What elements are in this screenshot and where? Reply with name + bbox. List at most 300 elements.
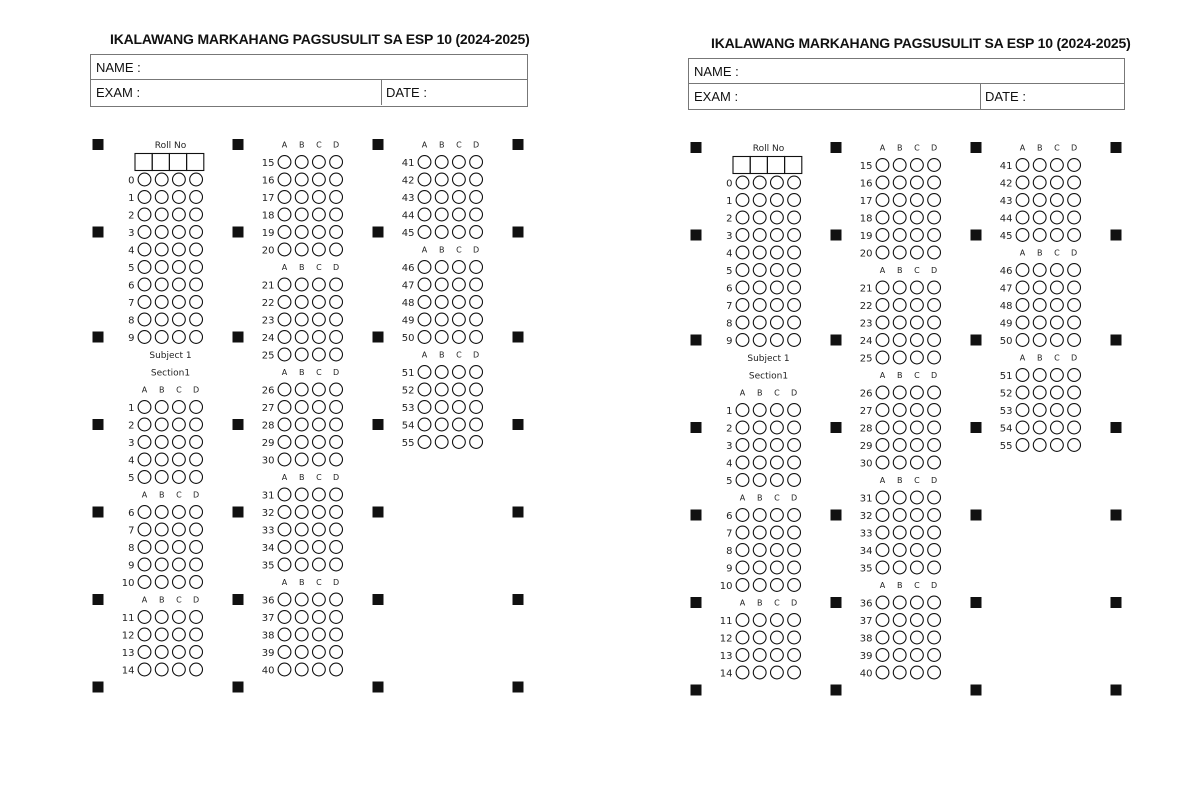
answer-bubble[interactable]	[788, 439, 801, 452]
answer-bubble[interactable]	[155, 663, 168, 676]
answer-bubble[interactable]	[771, 614, 784, 627]
answer-bubble[interactable]	[330, 331, 343, 344]
answer-bubble[interactable]	[893, 544, 906, 557]
answer-bubble[interactable]	[190, 243, 203, 256]
answer-bubble[interactable]	[190, 576, 203, 589]
answer-bubble[interactable]	[911, 404, 924, 417]
answer-bubble[interactable]	[173, 453, 186, 466]
answer-bubble[interactable]	[278, 191, 291, 204]
answer-bubble[interactable]	[736, 299, 749, 312]
answer-bubble[interactable]	[418, 331, 431, 344]
answer-bubble[interactable]	[155, 628, 168, 641]
answer-bubble[interactable]	[330, 348, 343, 361]
answer-bubble[interactable]	[278, 348, 291, 361]
answer-bubble[interactable]	[753, 264, 766, 277]
answer-bubble[interactable]	[278, 558, 291, 571]
answer-bubble[interactable]	[435, 418, 448, 431]
answer-bubble[interactable]	[173, 576, 186, 589]
answer-bubble[interactable]	[330, 401, 343, 414]
answer-bubble[interactable]	[753, 631, 766, 644]
answer-bubble[interactable]	[893, 614, 906, 627]
answer-bubble[interactable]	[155, 436, 168, 449]
answer-bubble[interactable]	[788, 229, 801, 242]
answer-bubble[interactable]	[1051, 334, 1064, 347]
answer-bubble[interactable]	[788, 281, 801, 294]
answer-bubble[interactable]	[313, 208, 326, 221]
answer-bubble[interactable]	[1016, 194, 1029, 207]
answer-bubble[interactable]	[295, 541, 308, 554]
answer-bubble[interactable]	[190, 418, 203, 431]
answer-bubble[interactable]	[1033, 299, 1046, 312]
answer-bubble[interactable]	[190, 646, 203, 659]
answer-bubble[interactable]	[893, 421, 906, 434]
answer-bubble[interactable]	[753, 649, 766, 662]
answer-bubble[interactable]	[330, 173, 343, 186]
answer-bubble[interactable]	[138, 471, 151, 484]
answer-bubble[interactable]	[453, 313, 466, 326]
answer-bubble[interactable]	[736, 666, 749, 679]
answer-bubble[interactable]	[173, 611, 186, 624]
answer-bubble[interactable]	[313, 173, 326, 186]
answer-bubble[interactable]	[1051, 386, 1064, 399]
answer-bubble[interactable]	[278, 611, 291, 624]
answer-bubble[interactable]	[1051, 159, 1064, 172]
answer-bubble[interactable]	[876, 544, 889, 557]
answer-bubble[interactable]	[470, 191, 483, 204]
answer-bubble[interactable]	[753, 211, 766, 224]
answer-bubble[interactable]	[295, 278, 308, 291]
answer-bubble[interactable]	[1016, 299, 1029, 312]
answer-bubble[interactable]	[313, 243, 326, 256]
answer-bubble[interactable]	[278, 226, 291, 239]
answer-bubble[interactable]	[278, 383, 291, 396]
answer-bubble[interactable]	[876, 316, 889, 329]
answer-bubble[interactable]	[435, 208, 448, 221]
answer-bubble[interactable]	[1051, 439, 1064, 452]
answer-bubble[interactable]	[313, 313, 326, 326]
answer-bubble[interactable]	[278, 313, 291, 326]
answer-bubble[interactable]	[435, 191, 448, 204]
answer-bubble[interactable]	[876, 246, 889, 259]
answer-bubble[interactable]	[295, 628, 308, 641]
answer-bubble[interactable]	[736, 474, 749, 487]
answer-bubble[interactable]	[155, 173, 168, 186]
answer-bubble[interactable]	[155, 506, 168, 519]
answer-bubble[interactable]	[313, 383, 326, 396]
answer-bubble[interactable]	[911, 386, 924, 399]
answer-bubble[interactable]	[470, 208, 483, 221]
answer-bubble[interactable]	[771, 631, 784, 644]
answer-bubble[interactable]	[893, 456, 906, 469]
answer-bubble[interactable]	[1051, 229, 1064, 242]
answer-bubble[interactable]	[155, 576, 168, 589]
answer-bubble[interactable]	[876, 194, 889, 207]
answer-bubble[interactable]	[313, 611, 326, 624]
answer-bubble[interactable]	[190, 541, 203, 554]
answer-bubble[interactable]	[736, 281, 749, 294]
answer-bubble[interactable]	[771, 439, 784, 452]
answer-bubble[interactable]	[470, 226, 483, 239]
answer-bubble[interactable]	[911, 281, 924, 294]
answer-bubble[interactable]	[911, 316, 924, 329]
answer-bubble[interactable]	[278, 541, 291, 554]
answer-bubble[interactable]	[330, 506, 343, 519]
answer-bubble[interactable]	[173, 628, 186, 641]
answer-bubble[interactable]	[155, 331, 168, 344]
answer-bubble[interactable]	[771, 264, 784, 277]
answer-bubble[interactable]	[138, 453, 151, 466]
answer-bubble[interactable]	[173, 418, 186, 431]
answer-bubble[interactable]	[736, 211, 749, 224]
answer-bubble[interactable]	[155, 191, 168, 204]
answer-bubble[interactable]	[788, 194, 801, 207]
answer-bubble[interactable]	[190, 453, 203, 466]
answer-bubble[interactable]	[435, 296, 448, 309]
answer-bubble[interactable]	[295, 401, 308, 414]
answer-bubble[interactable]	[928, 614, 941, 627]
answer-bubble[interactable]	[1068, 194, 1081, 207]
answer-bubble[interactable]	[788, 246, 801, 259]
answer-bubble[interactable]	[788, 614, 801, 627]
answer-bubble[interactable]	[330, 208, 343, 221]
answer-bubble[interactable]	[173, 401, 186, 414]
answer-bubble[interactable]	[736, 176, 749, 189]
answer-bubble[interactable]	[1051, 316, 1064, 329]
answer-bubble[interactable]	[313, 488, 326, 501]
answer-bubble[interactable]	[928, 456, 941, 469]
answer-bubble[interactable]	[435, 331, 448, 344]
answer-bubble[interactable]	[173, 191, 186, 204]
answer-bubble[interactable]	[788, 211, 801, 224]
answer-bubble[interactable]	[295, 558, 308, 571]
answer-bubble[interactable]	[911, 456, 924, 469]
answer-bubble[interactable]	[736, 316, 749, 329]
answer-bubble[interactable]	[190, 208, 203, 221]
answer-bubble[interactable]	[736, 631, 749, 644]
answer-bubble[interactable]	[788, 316, 801, 329]
answer-bubble[interactable]	[330, 418, 343, 431]
answer-bubble[interactable]	[295, 348, 308, 361]
answer-bubble[interactable]	[788, 579, 801, 592]
answer-bubble[interactable]	[788, 544, 801, 557]
answer-bubble[interactable]	[911, 299, 924, 312]
answer-bubble[interactable]	[1033, 159, 1046, 172]
answer-bubble[interactable]	[771, 246, 784, 259]
answer-bubble[interactable]	[330, 488, 343, 501]
answer-bubble[interactable]	[330, 436, 343, 449]
answer-bubble[interactable]	[418, 173, 431, 186]
answer-bubble[interactable]	[1068, 421, 1081, 434]
answer-bubble[interactable]	[190, 278, 203, 291]
answer-bubble[interactable]	[736, 456, 749, 469]
answer-bubble[interactable]	[1051, 404, 1064, 417]
answer-bubble[interactable]	[911, 526, 924, 539]
answer-bubble[interactable]	[1068, 386, 1081, 399]
answer-bubble[interactable]	[173, 523, 186, 536]
answer-bubble[interactable]	[418, 156, 431, 169]
answer-bubble[interactable]	[190, 558, 203, 571]
answer-bubble[interactable]	[278, 296, 291, 309]
answer-bubble[interactable]	[788, 666, 801, 679]
answer-bubble[interactable]	[1068, 176, 1081, 189]
answer-bubble[interactable]	[190, 628, 203, 641]
answer-bubble[interactable]	[911, 666, 924, 679]
answer-bubble[interactable]	[753, 316, 766, 329]
answer-bubble[interactable]	[876, 491, 889, 504]
answer-bubble[interactable]	[771, 299, 784, 312]
answer-bubble[interactable]	[1068, 299, 1081, 312]
answer-bubble[interactable]	[876, 631, 889, 644]
answer-bubble[interactable]	[771, 509, 784, 522]
answer-bubble[interactable]	[313, 401, 326, 414]
answer-bubble[interactable]	[435, 401, 448, 414]
answer-bubble[interactable]	[470, 401, 483, 414]
answer-bubble[interactable]	[788, 631, 801, 644]
answer-bubble[interactable]	[313, 296, 326, 309]
answer-bubble[interactable]	[418, 278, 431, 291]
answer-bubble[interactable]	[911, 631, 924, 644]
answer-bubble[interactable]	[138, 278, 151, 291]
answer-bubble[interactable]	[173, 313, 186, 326]
answer-bubble[interactable]	[1033, 404, 1046, 417]
answer-bubble[interactable]	[911, 491, 924, 504]
answer-bubble[interactable]	[453, 436, 466, 449]
answer-bubble[interactable]	[453, 383, 466, 396]
answer-bubble[interactable]	[138, 436, 151, 449]
answer-bubble[interactable]	[928, 176, 941, 189]
answer-bubble[interactable]	[753, 666, 766, 679]
answer-bubble[interactable]	[313, 541, 326, 554]
answer-bubble[interactable]	[911, 561, 924, 574]
answer-bubble[interactable]	[1016, 369, 1029, 382]
answer-bubble[interactable]	[911, 211, 924, 224]
answer-bubble[interactable]	[173, 331, 186, 344]
answer-bubble[interactable]	[1016, 229, 1029, 242]
answer-bubble[interactable]	[278, 278, 291, 291]
answer-bubble[interactable]	[771, 474, 784, 487]
answer-bubble[interactable]	[418, 366, 431, 379]
answer-bubble[interactable]	[155, 313, 168, 326]
answer-bubble[interactable]	[876, 334, 889, 347]
answer-bubble[interactable]	[313, 156, 326, 169]
answer-bubble[interactable]	[736, 334, 749, 347]
answer-bubble[interactable]	[788, 561, 801, 574]
answer-bubble[interactable]	[1033, 281, 1046, 294]
answer-bubble[interactable]	[876, 351, 889, 364]
answer-bubble[interactable]	[911, 159, 924, 172]
answer-bubble[interactable]	[278, 646, 291, 659]
answer-bubble[interactable]	[173, 558, 186, 571]
answer-bubble[interactable]	[736, 421, 749, 434]
answer-bubble[interactable]	[1068, 316, 1081, 329]
answer-bubble[interactable]	[736, 264, 749, 277]
answer-bubble[interactable]	[753, 246, 766, 259]
answer-bubble[interactable]	[470, 418, 483, 431]
answer-bubble[interactable]	[295, 191, 308, 204]
answer-bubble[interactable]	[313, 646, 326, 659]
answer-bubble[interactable]	[893, 316, 906, 329]
answer-bubble[interactable]	[753, 544, 766, 557]
answer-bubble[interactable]	[893, 246, 906, 259]
answer-bubble[interactable]	[911, 334, 924, 347]
answer-bubble[interactable]	[278, 208, 291, 221]
answer-bubble[interactable]	[295, 208, 308, 221]
answer-bubble[interactable]	[295, 173, 308, 186]
answer-bubble[interactable]	[736, 544, 749, 557]
answer-bubble[interactable]	[190, 226, 203, 239]
answer-bubble[interactable]	[753, 229, 766, 242]
answer-bubble[interactable]	[278, 436, 291, 449]
answer-bubble[interactable]	[313, 453, 326, 466]
answer-bubble[interactable]	[911, 544, 924, 557]
answer-bubble[interactable]	[1016, 439, 1029, 452]
answer-bubble[interactable]	[788, 404, 801, 417]
answer-bubble[interactable]	[330, 593, 343, 606]
answer-bubble[interactable]	[753, 526, 766, 539]
answer-bubble[interactable]	[155, 558, 168, 571]
answer-bubble[interactable]	[453, 401, 466, 414]
answer-bubble[interactable]	[330, 278, 343, 291]
answer-bubble[interactable]	[313, 191, 326, 204]
answer-bubble[interactable]	[435, 366, 448, 379]
answer-bubble[interactable]	[295, 593, 308, 606]
answer-bubble[interactable]	[893, 194, 906, 207]
answer-bubble[interactable]	[893, 299, 906, 312]
answer-bubble[interactable]	[893, 631, 906, 644]
answer-bubble[interactable]	[295, 523, 308, 536]
answer-bubble[interactable]	[155, 453, 168, 466]
answer-bubble[interactable]	[138, 558, 151, 571]
answer-bubble[interactable]	[1033, 264, 1046, 277]
answer-bubble[interactable]	[453, 366, 466, 379]
answer-bubble[interactable]	[736, 404, 749, 417]
answer-bubble[interactable]	[418, 436, 431, 449]
answer-bubble[interactable]	[1033, 194, 1046, 207]
answer-bubble[interactable]	[418, 296, 431, 309]
answer-bubble[interactable]	[295, 313, 308, 326]
answer-bubble[interactable]	[1033, 369, 1046, 382]
answer-bubble[interactable]	[278, 156, 291, 169]
answer-bubble[interactable]	[876, 456, 889, 469]
answer-bubble[interactable]	[1016, 404, 1029, 417]
answer-bubble[interactable]	[893, 334, 906, 347]
answer-bubble[interactable]	[278, 506, 291, 519]
answer-bubble[interactable]	[876, 526, 889, 539]
answer-bubble[interactable]	[278, 453, 291, 466]
answer-bubble[interactable]	[753, 614, 766, 627]
answer-bubble[interactable]	[771, 316, 784, 329]
answer-bubble[interactable]	[138, 506, 151, 519]
answer-bubble[interactable]	[453, 278, 466, 291]
answer-bubble[interactable]	[330, 611, 343, 624]
answer-bubble[interactable]	[278, 523, 291, 536]
answer-bubble[interactable]	[190, 506, 203, 519]
answer-bubble[interactable]	[1016, 211, 1029, 224]
answer-bubble[interactable]	[173, 471, 186, 484]
answer-bubble[interactable]	[330, 523, 343, 536]
answer-bubble[interactable]	[928, 491, 941, 504]
answer-bubble[interactable]	[893, 561, 906, 574]
answer-bubble[interactable]	[771, 579, 784, 592]
answer-bubble[interactable]	[470, 261, 483, 274]
answer-bubble[interactable]	[313, 628, 326, 641]
answer-bubble[interactable]	[736, 526, 749, 539]
answer-bubble[interactable]	[1016, 316, 1029, 329]
answer-bubble[interactable]	[753, 579, 766, 592]
answer-bubble[interactable]	[138, 261, 151, 274]
answer-bubble[interactable]	[928, 526, 941, 539]
answer-bubble[interactable]	[788, 474, 801, 487]
answer-bubble[interactable]	[876, 211, 889, 224]
answer-bubble[interactable]	[330, 156, 343, 169]
answer-bubble[interactable]	[173, 261, 186, 274]
answer-bubble[interactable]	[173, 208, 186, 221]
answer-bubble[interactable]	[876, 386, 889, 399]
answer-bubble[interactable]	[876, 649, 889, 662]
answer-bubble[interactable]	[435, 156, 448, 169]
answer-bubble[interactable]	[876, 614, 889, 627]
answer-bubble[interactable]	[1051, 281, 1064, 294]
answer-bubble[interactable]	[138, 331, 151, 344]
answer-bubble[interactable]	[911, 194, 924, 207]
answer-bubble[interactable]	[295, 663, 308, 676]
answer-bubble[interactable]	[736, 614, 749, 627]
answer-bubble[interactable]	[788, 649, 801, 662]
answer-bubble[interactable]	[190, 296, 203, 309]
answer-bubble[interactable]	[418, 261, 431, 274]
answer-bubble[interactable]	[928, 316, 941, 329]
answer-bubble[interactable]	[155, 401, 168, 414]
answer-bubble[interactable]	[138, 191, 151, 204]
answer-bubble[interactable]	[893, 404, 906, 417]
answer-bubble[interactable]	[911, 176, 924, 189]
answer-bubble[interactable]	[190, 313, 203, 326]
answer-bubble[interactable]	[330, 243, 343, 256]
answer-bubble[interactable]	[893, 649, 906, 662]
answer-bubble[interactable]	[330, 628, 343, 641]
answer-bubble[interactable]	[138, 523, 151, 536]
answer-bubble[interactable]	[928, 334, 941, 347]
answer-bubble[interactable]	[928, 351, 941, 364]
answer-bubble[interactable]	[1068, 369, 1081, 382]
answer-bubble[interactable]	[753, 439, 766, 452]
answer-bubble[interactable]	[893, 666, 906, 679]
answer-bubble[interactable]	[330, 453, 343, 466]
answer-bubble[interactable]	[928, 631, 941, 644]
answer-bubble[interactable]	[1016, 159, 1029, 172]
answer-bubble[interactable]	[138, 296, 151, 309]
answer-bubble[interactable]	[313, 593, 326, 606]
answer-bubble[interactable]	[876, 596, 889, 609]
answer-bubble[interactable]	[1033, 421, 1046, 434]
answer-bubble[interactable]	[893, 159, 906, 172]
answer-bubble[interactable]	[928, 194, 941, 207]
answer-bubble[interactable]	[753, 474, 766, 487]
answer-bubble[interactable]	[736, 194, 749, 207]
answer-bubble[interactable]	[470, 156, 483, 169]
answer-bubble[interactable]	[928, 404, 941, 417]
answer-bubble[interactable]	[753, 509, 766, 522]
answer-bubble[interactable]	[138, 611, 151, 624]
answer-bubble[interactable]	[190, 401, 203, 414]
answer-bubble[interactable]	[313, 558, 326, 571]
answer-bubble[interactable]	[1033, 211, 1046, 224]
answer-bubble[interactable]	[155, 646, 168, 659]
answer-bubble[interactable]	[453, 156, 466, 169]
answer-bubble[interactable]	[736, 579, 749, 592]
answer-bubble[interactable]	[771, 666, 784, 679]
answer-bubble[interactable]	[313, 506, 326, 519]
